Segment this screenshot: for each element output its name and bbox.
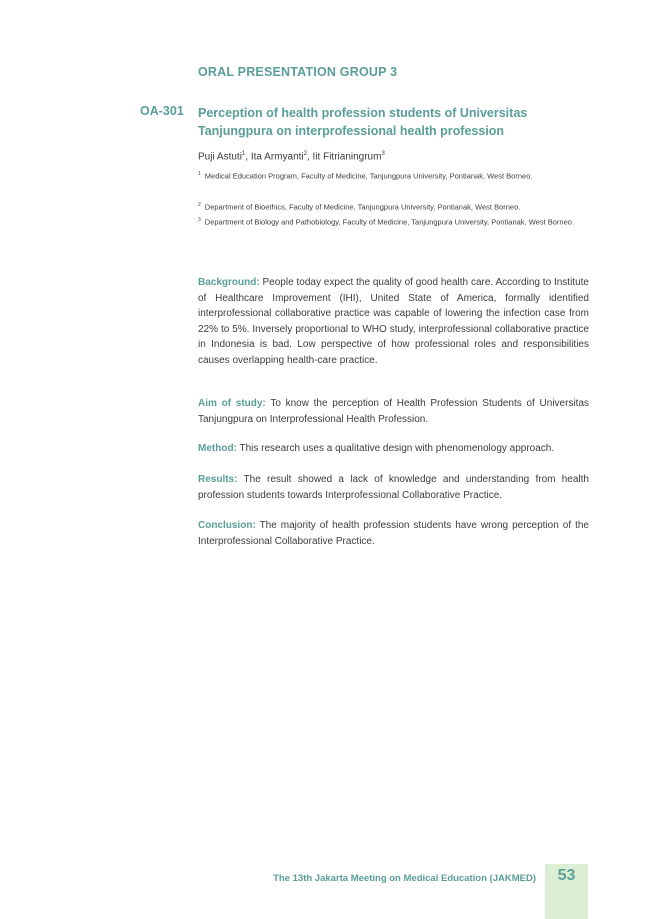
results-label: Results:	[198, 474, 238, 485]
results-text: The result showed a lack of knowledge and understanding from health profession students towards Interprofessional Collaborative Practice.	[198, 474, 589, 501]
affiliation-text: Department of Biology and Pathobiology, Faculty of Medicine, Tanjungpura University, Pontianak, West Borneo.	[204, 217, 575, 227]
section-heading: ORAL PRESENTATION GROUP 3	[198, 65, 398, 79]
affiliation-text: Department of Bioethics, Faculty of Medicine, Tanjungpura University, Pontianak, West Borneo.	[204, 202, 521, 212]
footer-journal-title: The 13th Jakarta Meeting on Medical Education (JAKMED)	[273, 873, 536, 884]
background-label: Background:	[198, 277, 260, 288]
affiliation-item	[198, 212, 593, 231]
aim-label: Aim of study:	[198, 398, 266, 409]
conclusion-paragraph	[198, 518, 589, 549]
author-name: Puji Astuti	[198, 151, 242, 163]
background-paragraph	[198, 275, 589, 368]
page-number-tab	[545, 864, 588, 919]
author-name: Ita Armyanti	[250, 151, 304, 163]
page-number: 53	[557, 867, 576, 884]
author-list: Puji Astuti$^1$, Ita Armyanti$^2$, Iit Fitrianingrum$^3$	[198, 151, 385, 163]
affiliation-number: 1	[198, 171, 201, 177]
conclusion-text: The majority of health profession students have wrong perception of the Interprofessional Collaborative Practice.	[198, 520, 589, 547]
author-affiliation-marker: 3	[381, 151, 385, 157]
aim-text: To know the perception of Health Profession Students of Universitas Tanjungpura on Interprofessional Health Profession.	[198, 398, 590, 425]
conclusion-label: Conclusion:	[198, 520, 256, 531]
affiliation-item	[198, 166, 593, 185]
abstract-title: Perception of health profession students of Universitas Tanjungpura on interprofessional health profession	[198, 106, 528, 138]
author-name: Iit Fitrianingrum	[312, 151, 382, 163]
results-paragraph	[198, 472, 589, 503]
aim-paragraph	[198, 396, 589, 427]
affiliation-number: 2	[198, 202, 201, 208]
affiliation-number: 3	[198, 217, 201, 223]
abstract-code: OA-301	[140, 104, 184, 118]
background-text: People today expect the quality of good health care. According to Institute of Healthcare Improvement (IHI), United State of America, formally identified interprofessional collaborative practice was capable of lowering the infection case from 22% to 5%. Inversely proportional to WHO study, interprofessional collaborative practice in Indonesia is bad. Low perspective of how professional roles and responsibilities causes overlapping health-care practice.	[198, 277, 589, 366]
author-affiliation-marker: 2	[303, 151, 307, 157]
affiliation-text: Medical Education Program, Faculty of Medicine, Tanjungpura University, Pontianak, West Borneo.	[204, 171, 533, 181]
method-paragraph	[198, 441, 589, 457]
method-text: This research uses a qualitative design with phenomenology approach.	[239, 443, 555, 454]
method-label: Method:	[198, 443, 237, 454]
author-affiliation-marker: 1	[241, 151, 246, 157]
